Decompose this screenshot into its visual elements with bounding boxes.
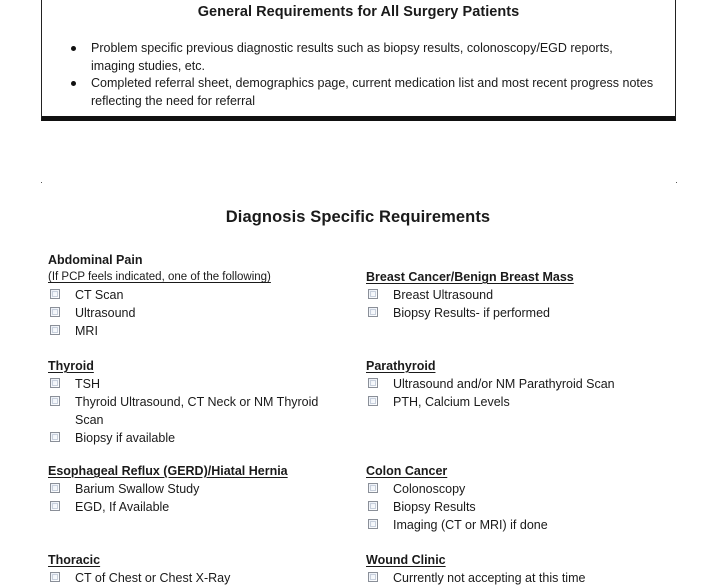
checklist-item bbox=[48, 480, 348, 498]
checklist-item bbox=[48, 322, 348, 340]
checkbox[interactable] bbox=[368, 519, 378, 529]
checklist-item-label: Biopsy Results- if performed bbox=[393, 306, 551, 320]
checkbox[interactable] bbox=[368, 289, 378, 299]
checklist-item-label: Colonoscopy bbox=[393, 482, 466, 496]
checkbox[interactable] bbox=[50, 572, 60, 582]
section-heading: Colon Cancer bbox=[366, 464, 448, 478]
section-wound-clinic bbox=[366, 552, 666, 587]
checklist-item bbox=[366, 375, 666, 393]
general-requirement-item bbox=[68, 40, 658, 75]
checklist-item bbox=[48, 569, 348, 587]
checklist-item-label: Currently not accepting at this time bbox=[393, 571, 586, 585]
checklist-item bbox=[366, 286, 666, 304]
section-heading: Thyroid bbox=[48, 359, 94, 373]
section-colon-cancer bbox=[366, 463, 666, 534]
general-requirement-text: Problem specific previous diagnostic results such as biopsy results, colonoscopy/EGD reports, imaging studies, etc. bbox=[91, 41, 613, 73]
page-corner-mark bbox=[41, 182, 42, 183]
checklist-item-label: Thyroid Ultrasound, CT Neck or NM Thyroid Scan bbox=[75, 395, 319, 427]
general-requirements-list bbox=[68, 40, 658, 110]
checkbox[interactable] bbox=[50, 325, 60, 335]
checklist-item bbox=[48, 393, 338, 429]
checklist-item-label: Imaging (CT or MRI) if done bbox=[393, 518, 548, 532]
checklist-item bbox=[48, 375, 338, 393]
page-corner-mark bbox=[676, 182, 677, 183]
checklist-item bbox=[48, 429, 338, 447]
section-heading: Wound Clinic bbox=[366, 553, 446, 567]
general-requirement-text: Completed referral sheet, demographics page, current medication list and most recent progress notes reflecting the need for referral bbox=[91, 76, 654, 108]
section-thoracic bbox=[48, 552, 348, 587]
checklist-item bbox=[366, 393, 666, 411]
general-requirements-box bbox=[41, 0, 676, 121]
checklist-item-label: Breast Ultrasound bbox=[393, 288, 494, 302]
section-parathyroid bbox=[366, 358, 666, 411]
section-heading: Esophageal Reflux (GERD)/Hiatal Hernia bbox=[48, 464, 288, 478]
diagnosis-title: Diagnosis Specific Requirements bbox=[225, 208, 491, 226]
section-heading: Abdominal Pain bbox=[48, 253, 143, 267]
checklist-item bbox=[48, 498, 348, 516]
checklist-item bbox=[366, 516, 666, 534]
checklist-item-label: Ultrasound and/or NM Parathyroid Scan bbox=[393, 377, 615, 391]
section-gerd bbox=[48, 463, 348, 516]
checklist-item bbox=[366, 304, 666, 322]
checkbox[interactable] bbox=[50, 289, 60, 299]
checkbox[interactable] bbox=[368, 396, 378, 406]
checklist-item-label: Ultrasound bbox=[75, 306, 136, 320]
checkbox[interactable] bbox=[50, 378, 60, 388]
checklist-item bbox=[48, 304, 348, 322]
checklist-item-label: EGD, If Available bbox=[75, 500, 170, 514]
checklist-item-label: CT of Chest or Chest X-Ray bbox=[75, 571, 231, 585]
checkbox[interactable] bbox=[50, 501, 60, 511]
checkbox[interactable] bbox=[368, 307, 378, 317]
general-requirements-title: General Requirements for All Surgery Patients bbox=[197, 4, 520, 20]
checkbox[interactable] bbox=[50, 307, 60, 317]
bullet-icon bbox=[71, 81, 76, 86]
checkbox[interactable] bbox=[50, 396, 60, 406]
checklist-item-label: Barium Swallow Study bbox=[75, 482, 200, 496]
section-thyroid bbox=[48, 358, 338, 447]
general-requirement-item bbox=[68, 75, 658, 110]
bullet-icon bbox=[71, 46, 76, 51]
checklist-item bbox=[366, 569, 666, 587]
checklist-item bbox=[366, 480, 666, 498]
checklist-item-label: TSH bbox=[75, 377, 100, 391]
checkbox[interactable] bbox=[50, 483, 60, 493]
checkbox[interactable] bbox=[368, 572, 378, 582]
checklist-item bbox=[48, 286, 348, 304]
checklist-item-label: Biopsy if available bbox=[75, 431, 176, 445]
checklist-item-label: PTH, Calcium Levels bbox=[393, 395, 510, 409]
checklist-item-label: CT Scan bbox=[75, 288, 124, 302]
section-heading: Parathyroid bbox=[366, 359, 436, 373]
checklist-item-label: MRI bbox=[75, 324, 98, 338]
checklist-item bbox=[366, 498, 666, 516]
checklist-item-label: Biopsy Results bbox=[393, 500, 476, 514]
section-heading: Breast Cancer/Benign Breast Mass bbox=[366, 270, 574, 284]
section-heading: Thoracic bbox=[48, 553, 101, 567]
checkbox[interactable] bbox=[368, 501, 378, 511]
checkbox[interactable] bbox=[50, 432, 60, 442]
section-abdominal-pain bbox=[48, 252, 348, 340]
checkbox[interactable] bbox=[368, 483, 378, 493]
section-note: (If PCP feels indicated, one of the following) bbox=[48, 271, 271, 283]
checkbox[interactable] bbox=[368, 378, 378, 388]
section-breast-cancer bbox=[366, 269, 666, 322]
